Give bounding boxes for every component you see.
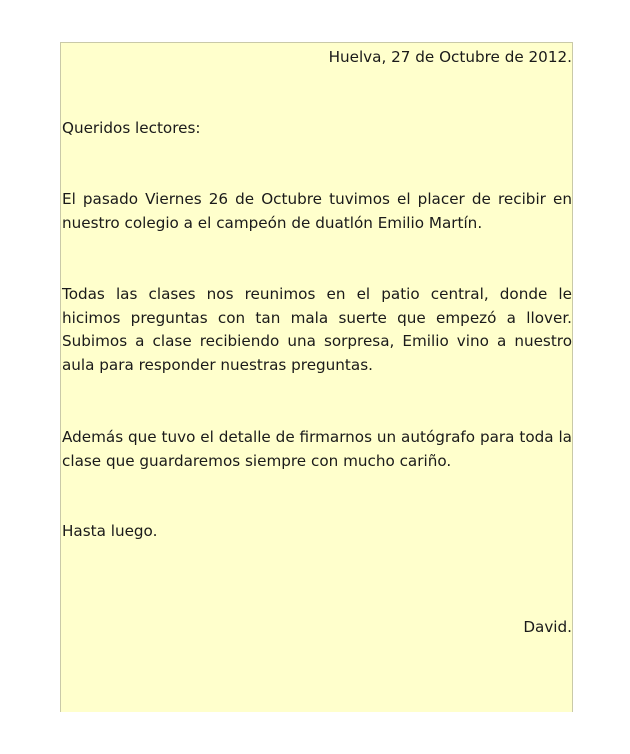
letter-paragraph-1: El pasado Viernes 26 de Octubre tuvimos el placer de recibir en nuestro colegio a el campeón de duatlón Emilio Martín.	[62, 190, 572, 232]
letter-page	[60, 42, 573, 712]
letter-paragraph-2: Todas las clases nos reunimos en el patio central, donde le hicimos preguntas con tan mala suerte que empezó a llover. Subimos a clase recibiendo una sorpresa, Emilio vino a nuestro aula para responder nuestras preguntas.	[62, 285, 572, 374]
letter-signature: David.	[523, 618, 572, 636]
letter-paragraph-3: Además que tuvo el detalle de firmarnos un autógrafo para toda la clase que guardaremos siempre con mucho cariño.	[62, 428, 572, 470]
letter-greeting: Queridos lectores:	[62, 119, 201, 137]
letter-date: Huelva, 27 de Octubre de 2012.	[328, 48, 572, 66]
letter-closing: Hasta luego.	[62, 522, 158, 540]
